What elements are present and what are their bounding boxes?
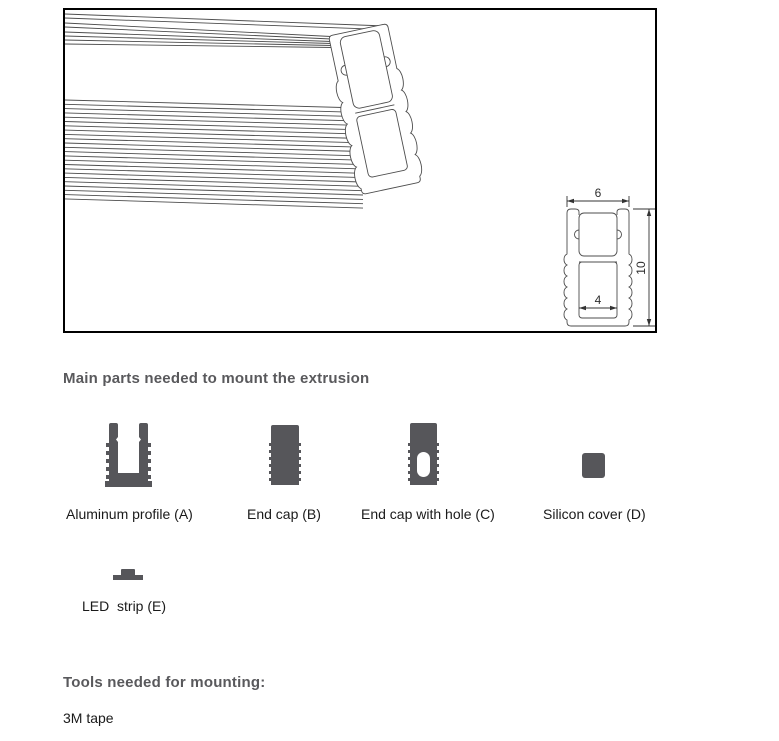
tools-heading: Tools needed for mounting:: [63, 674, 266, 691]
end-cap-hole: [417, 452, 430, 477]
cross-section-outline: [564, 209, 632, 326]
cross-section-wall-notches: [575, 230, 622, 239]
aluminum-profile-icon: [105, 423, 152, 487]
silicon-cover-icon: [582, 453, 605, 478]
dim-height-value: 10: [634, 261, 648, 275]
parts-heading: Main parts needed to mount the extrusion: [63, 370, 370, 387]
extrusion-cross-section: [564, 209, 632, 326]
part-label-end-cap-with-hole: End cap with hole (C): [361, 506, 495, 522]
end-cap-icon: [268, 425, 302, 485]
extrusion-3d-view: [65, 14, 425, 208]
dimension-lines: [567, 196, 655, 326]
cross-section-upper-channel: [579, 213, 617, 256]
end-face: [325, 23, 425, 195]
dim-outer-width-value: 6: [594, 186, 602, 200]
bar-ribbed-lines: [65, 100, 363, 208]
part-label-led-strip: LED strip (E): [82, 598, 167, 614]
extrusion-drawing: [65, 10, 655, 331]
technical-drawing-panel: [63, 8, 657, 333]
end-cap-with-hole-icon: [407, 423, 440, 485]
led-strip-icon: [113, 569, 143, 580]
tools-item: 3M tape: [63, 710, 114, 726]
part-label-end-cap: End cap (B): [247, 506, 321, 522]
part-label-aluminum-profile: Aluminum profile (A): [66, 506, 193, 522]
dim-inner-width-value: 4: [594, 293, 602, 307]
part-label-silicon-cover: Silicon cover (D): [543, 506, 646, 522]
